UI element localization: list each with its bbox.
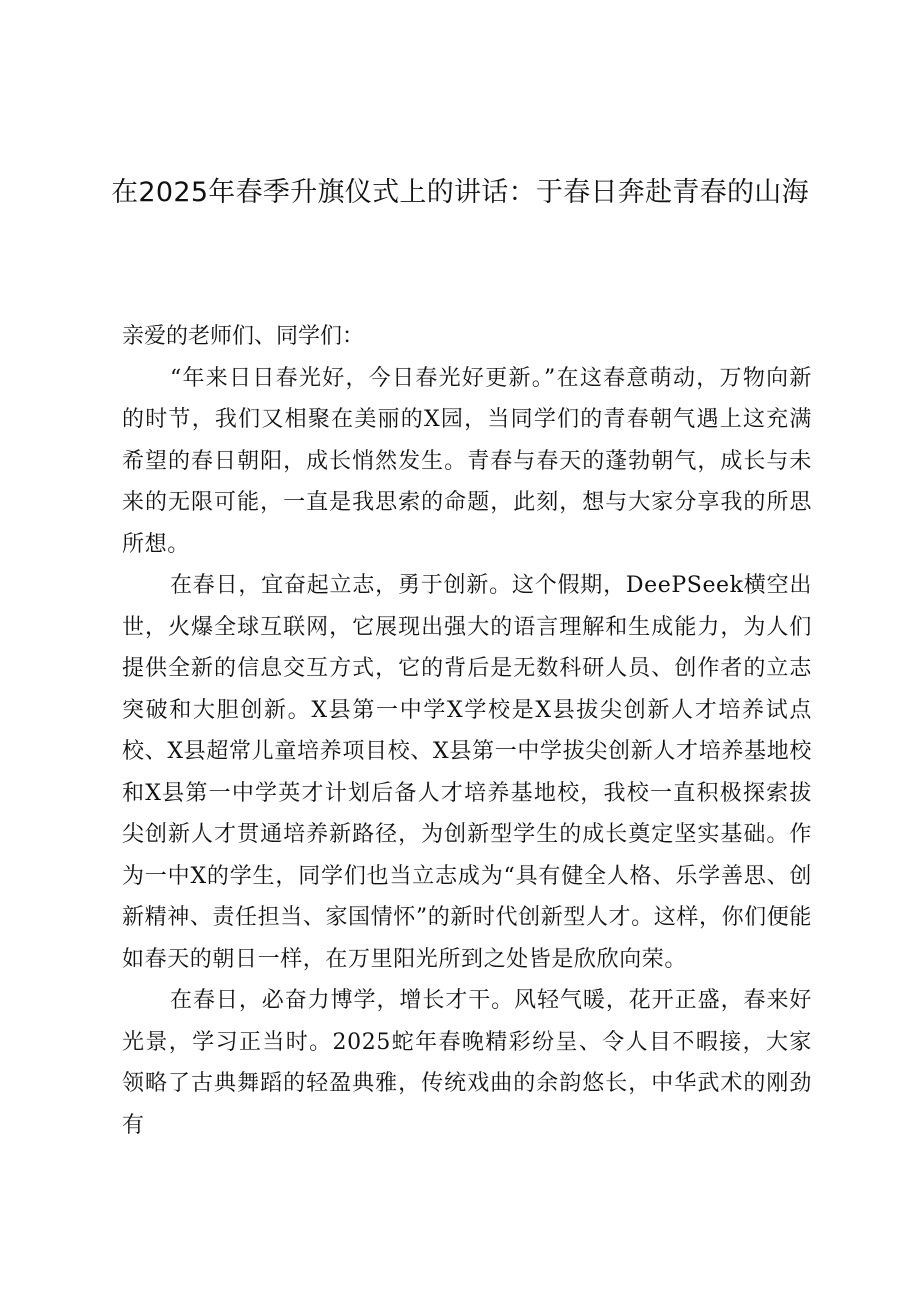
- document-title: 在2025年春季升旗仪式上的讲话：于春日奔赴青春的山海: [111, 177, 809, 208]
- salutation: 亲爱的老师们、同学们：: [122, 324, 365, 349]
- paragraph-3: 在春日，必奋力博学，增长才干。风轻气暖，花开正盛，春来好光景，学习正当时。2025蛇年春晚精彩纷呈、令人目不暇接，大家领略了古典舞蹈的轻盈典雅，传统戏曲的余韵悠长，中华武术的刚劲有: [122, 988, 812, 1138]
- paragraph-2: 在春日，宜奋起立志，勇于创新。这个假期，DeePSeek横空出世，火爆全球互联网，它展现出强大的语言理解和生成能力，为人们提供全新的信息交互方式，它的背后是无数科研人员、创作者的立志突破和大胆创新。X县第一中学X学校是X县拔尖创新人才培养试点校、X县超常儿童培养项目校、X县第一中学拔尖创新人才培养基地校和X县第一中学英才计划后备人才培养基地校，我校一直积极探索拔尖创新人才贯通培养新路径，为创新型学生的成长奠定坚实基础。作为一中X的学生，同学们也当立志成为“具有健全人格、乐学善思、创新精神、责任担当、家国情怀”的新时代创新型人才。这样，你们便能如春天的朝日一样，在万里阳光所到之处皆是欣欣向荣。: [122, 573, 812, 972]
- document-body: [122, 316, 812, 1146]
- paragraph-1: “年来日日春光好，今日春光好更新。”在这春意萌动，万物向新的时节，我们又相聚在美丽的X园，当同学们的青春朝气遇上这充满希望的春日朝阳，成长悄然发生。青春与春天的蓬勃朝气，成长与未来的无限可能，一直是我思索的命题，此刻，想与大家分享我的所思所想。: [122, 365, 812, 557]
